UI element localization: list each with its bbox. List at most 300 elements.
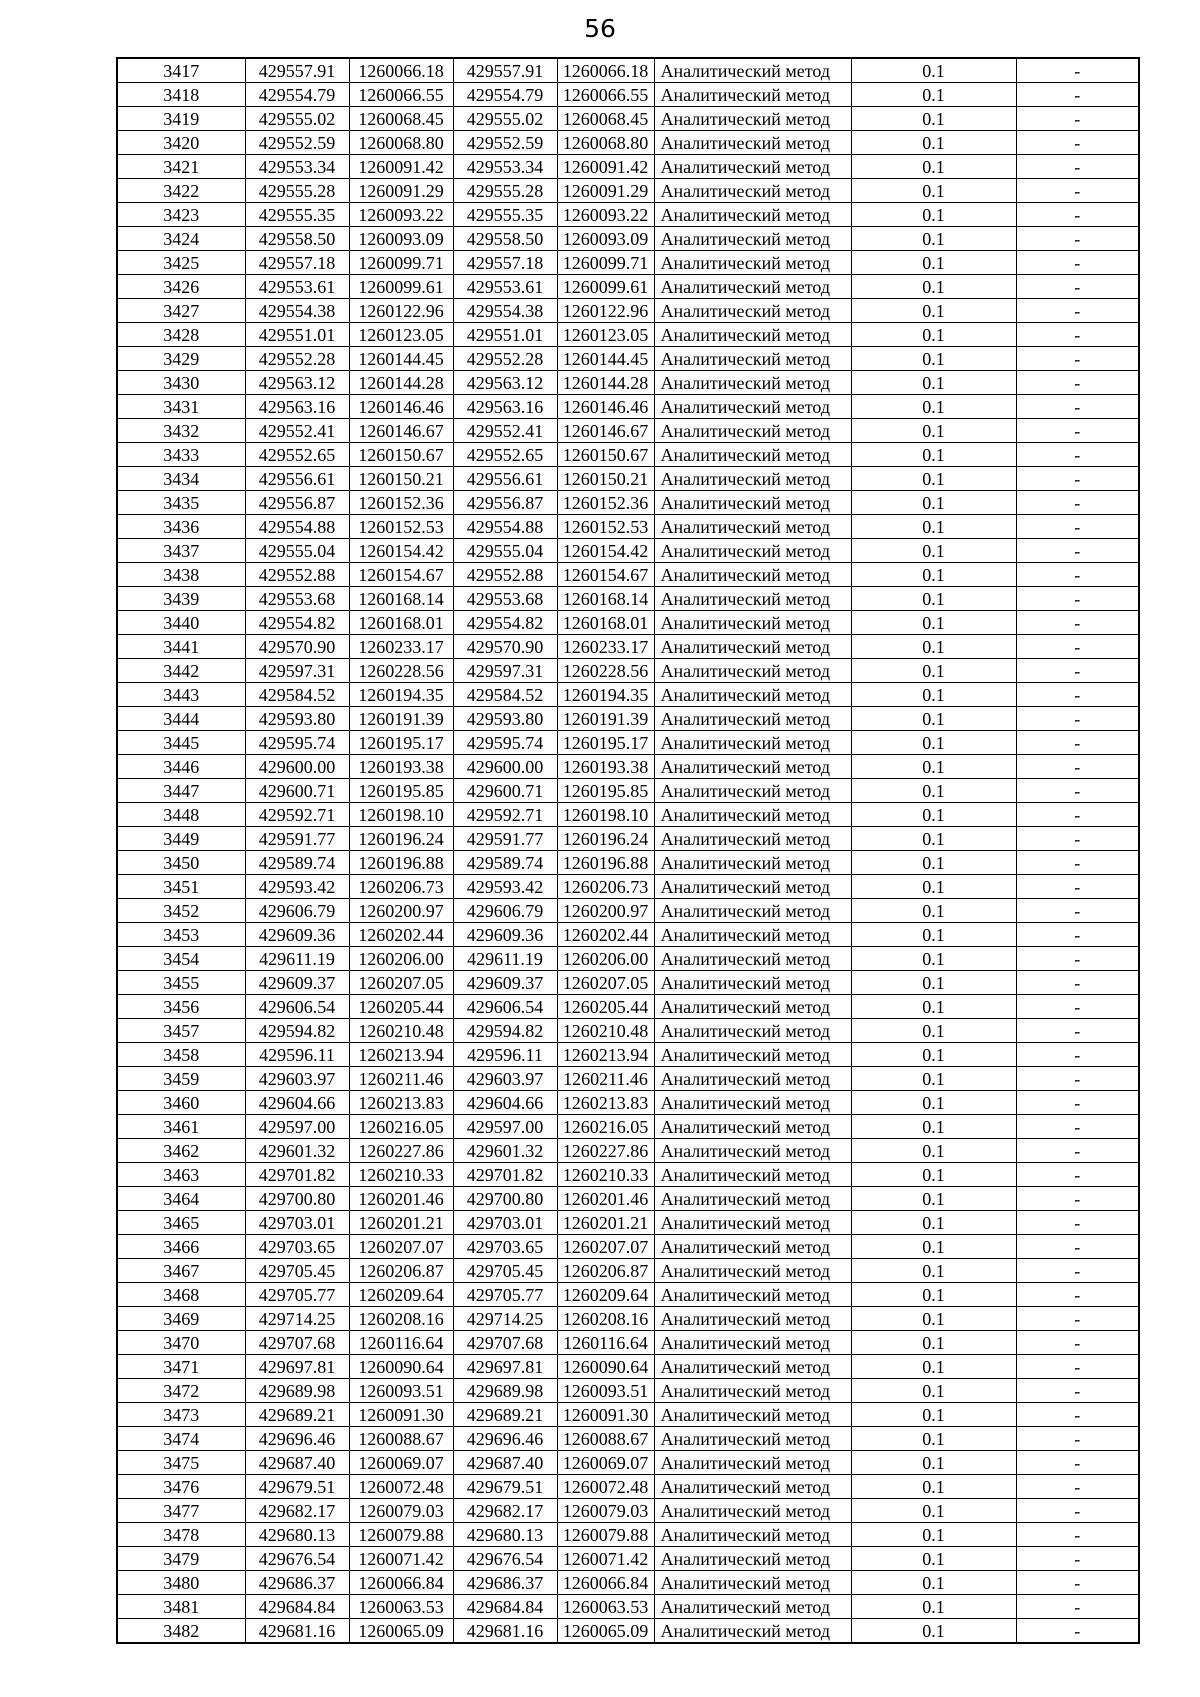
note-cell: - <box>1016 179 1139 203</box>
accuracy-cell: 0.1 <box>851 58 1016 83</box>
table-row <box>117 779 1139 803</box>
y-coordinate-copy-cell: 1260072.48 <box>557 1475 654 1499</box>
method-cell: Аналитический метод <box>654 803 851 827</box>
y-coordinate-copy-cell: 1260066.84 <box>557 1571 654 1595</box>
accuracy-cell: 0.1 <box>851 563 1016 587</box>
x-coordinate-copy-cell: 429707.68 <box>453 1331 557 1355</box>
method-cell: Аналитический метод <box>654 323 851 347</box>
x-coordinate-copy-cell: 429593.42 <box>453 875 557 899</box>
y-coordinate-copy-cell: 1260146.46 <box>557 395 654 419</box>
note-cell: - <box>1016 371 1139 395</box>
table-row <box>117 515 1139 539</box>
method-cell: Аналитический метод <box>654 1427 851 1451</box>
x-coordinate-cell: 429696.46 <box>245 1427 349 1451</box>
x-coordinate-copy-cell: 429703.01 <box>453 1211 557 1235</box>
y-coordinate-copy-cell: 1260068.80 <box>557 131 654 155</box>
x-coordinate-copy-cell: 429563.12 <box>453 371 557 395</box>
method-cell: Аналитический метод <box>654 1523 851 1547</box>
accuracy-cell: 0.1 <box>851 1019 1016 1043</box>
method-cell: Аналитический метод <box>654 1139 851 1163</box>
x-coordinate-cell: 429555.35 <box>245 203 349 227</box>
point-number-cell: 3455 <box>117 971 245 995</box>
table-row <box>117 1547 1139 1571</box>
table-row <box>117 1331 1139 1355</box>
table-row <box>117 1523 1139 1547</box>
table-row <box>117 347 1139 371</box>
method-cell: Аналитический метод <box>654 1019 851 1043</box>
y-coordinate-copy-cell: 1260206.87 <box>557 1259 654 1283</box>
point-number-cell: 3428 <box>117 323 245 347</box>
x-coordinate-copy-cell: 429554.82 <box>453 611 557 635</box>
y-coordinate-cell: 1260088.67 <box>349 1427 453 1451</box>
y-coordinate-cell: 1260071.42 <box>349 1547 453 1571</box>
y-coordinate-copy-cell: 1260091.42 <box>557 155 654 179</box>
x-coordinate-cell: 429552.41 <box>245 419 349 443</box>
x-coordinate-cell: 429703.65 <box>245 1235 349 1259</box>
x-coordinate-cell: 429606.54 <box>245 995 349 1019</box>
point-number-cell: 3453 <box>117 923 245 947</box>
y-coordinate-cell: 1260210.48 <box>349 1019 453 1043</box>
y-coordinate-copy-cell: 1260122.96 <box>557 299 654 323</box>
y-coordinate-copy-cell: 1260150.21 <box>557 467 654 491</box>
y-coordinate-cell: 1260206.73 <box>349 875 453 899</box>
accuracy-cell: 0.1 <box>851 371 1016 395</box>
table-row <box>117 1307 1139 1331</box>
method-cell: Аналитический метод <box>654 1187 851 1211</box>
table-row <box>117 971 1139 995</box>
method-cell: Аналитический метод <box>654 299 851 323</box>
x-coordinate-cell: 429606.79 <box>245 899 349 923</box>
y-coordinate-copy-cell: 1260227.86 <box>557 1139 654 1163</box>
accuracy-cell: 0.1 <box>851 347 1016 371</box>
y-coordinate-copy-cell: 1260207.07 <box>557 1235 654 1259</box>
x-coordinate-cell: 429593.42 <box>245 875 349 899</box>
y-coordinate-cell: 1260091.42 <box>349 155 453 179</box>
method-cell: Аналитический метод <box>654 587 851 611</box>
y-coordinate-copy-cell: 1260123.05 <box>557 323 654 347</box>
x-coordinate-copy-cell: 429584.52 <box>453 683 557 707</box>
x-coordinate-cell: 429603.97 <box>245 1067 349 1091</box>
point-number-cell: 3456 <box>117 995 245 1019</box>
note-cell: - <box>1016 515 1139 539</box>
x-coordinate-cell: 429551.01 <box>245 323 349 347</box>
point-number-cell: 3464 <box>117 1187 245 1211</box>
y-coordinate-cell: 1260099.71 <box>349 251 453 275</box>
y-coordinate-copy-cell: 1260216.05 <box>557 1115 654 1139</box>
note-cell: - <box>1016 275 1139 299</box>
method-cell: Аналитический метод <box>654 1259 851 1283</box>
method-cell: Аналитический метод <box>654 1499 851 1523</box>
x-coordinate-copy-cell: 429557.91 <box>453 58 557 83</box>
point-number-cell: 3437 <box>117 539 245 563</box>
y-coordinate-copy-cell: 1260099.61 <box>557 275 654 299</box>
accuracy-cell: 0.1 <box>851 923 1016 947</box>
point-number-cell: 3475 <box>117 1451 245 1475</box>
x-coordinate-copy-cell: 429558.50 <box>453 227 557 251</box>
point-number-cell: 3459 <box>117 1067 245 1091</box>
note-cell: - <box>1016 731 1139 755</box>
x-coordinate-copy-cell: 429603.97 <box>453 1067 557 1091</box>
table-row <box>117 1619 1139 1644</box>
table-row <box>117 1115 1139 1139</box>
table-row <box>117 1043 1139 1067</box>
point-number-cell: 3441 <box>117 635 245 659</box>
method-cell: Аналитический метод <box>654 491 851 515</box>
method-cell: Аналитический метод <box>654 395 851 419</box>
table-row <box>117 587 1139 611</box>
x-coordinate-copy-cell: 429681.16 <box>453 1619 557 1644</box>
accuracy-cell: 0.1 <box>851 1067 1016 1091</box>
y-coordinate-copy-cell: 1260093.09 <box>557 227 654 251</box>
method-cell: Аналитический метод <box>654 275 851 299</box>
method-cell: Аналитический метод <box>654 1067 851 1091</box>
accuracy-cell: 0.1 <box>851 1211 1016 1235</box>
x-coordinate-cell: 429592.71 <box>245 803 349 827</box>
y-coordinate-copy-cell: 1260099.71 <box>557 251 654 275</box>
method-cell: Аналитический метод <box>654 707 851 731</box>
y-coordinate-cell: 1260201.21 <box>349 1211 453 1235</box>
note-cell: - <box>1016 1523 1139 1547</box>
y-coordinate-copy-cell: 1260206.73 <box>557 875 654 899</box>
method-cell: Аналитический метод <box>654 947 851 971</box>
method-cell: Аналитический метод <box>654 659 851 683</box>
point-number-cell: 3481 <box>117 1595 245 1619</box>
y-coordinate-cell: 1260196.88 <box>349 851 453 875</box>
y-coordinate-cell: 1260205.44 <box>349 995 453 1019</box>
note-cell: - <box>1016 107 1139 131</box>
point-number-cell: 3467 <box>117 1259 245 1283</box>
table-row <box>117 1451 1139 1475</box>
note-cell: - <box>1016 1043 1139 1067</box>
x-coordinate-cell: 429714.25 <box>245 1307 349 1331</box>
y-coordinate-cell: 1260069.07 <box>349 1451 453 1475</box>
x-coordinate-cell: 429563.12 <box>245 371 349 395</box>
accuracy-cell: 0.1 <box>851 227 1016 251</box>
y-coordinate-cell: 1260206.87 <box>349 1259 453 1283</box>
table-row <box>117 323 1139 347</box>
table-row <box>117 995 1139 1019</box>
method-cell: Аналитический метод <box>654 83 851 107</box>
y-coordinate-copy-cell: 1260196.88 <box>557 851 654 875</box>
method-cell: Аналитический метод <box>654 251 851 275</box>
note-cell: - <box>1016 1283 1139 1307</box>
x-coordinate-cell: 429556.61 <box>245 467 349 491</box>
x-coordinate-cell: 429557.18 <box>245 251 349 275</box>
point-number-cell: 3446 <box>117 755 245 779</box>
method-cell: Аналитический метод <box>654 851 851 875</box>
x-coordinate-copy-cell: 429554.38 <box>453 299 557 323</box>
x-coordinate-copy-cell: 429552.28 <box>453 347 557 371</box>
note-cell: - <box>1016 1499 1139 1523</box>
x-coordinate-copy-cell: 429552.59 <box>453 131 557 155</box>
table-row <box>117 707 1139 731</box>
point-number-cell: 3443 <box>117 683 245 707</box>
accuracy-cell: 0.1 <box>851 467 1016 491</box>
table-row <box>117 371 1139 395</box>
point-number-cell: 3463 <box>117 1163 245 1187</box>
table-row <box>117 1187 1139 1211</box>
y-coordinate-cell: 1260065.09 <box>349 1619 453 1644</box>
note-cell: - <box>1016 659 1139 683</box>
method-cell: Аналитический метод <box>654 58 851 83</box>
x-coordinate-copy-cell: 429703.65 <box>453 1235 557 1259</box>
x-coordinate-copy-cell: 429609.37 <box>453 971 557 995</box>
x-coordinate-copy-cell: 429556.61 <box>453 467 557 491</box>
x-coordinate-cell: 429705.77 <box>245 1283 349 1307</box>
table-row <box>117 179 1139 203</box>
method-cell: Аналитический метод <box>654 1163 851 1187</box>
method-cell: Аналитический метод <box>654 899 851 923</box>
y-coordinate-cell: 1260144.28 <box>349 371 453 395</box>
note-cell: - <box>1016 491 1139 515</box>
point-number-cell: 3465 <box>117 1211 245 1235</box>
x-coordinate-copy-cell: 429554.79 <box>453 83 557 107</box>
y-coordinate-copy-cell: 1260198.10 <box>557 803 654 827</box>
accuracy-cell: 0.1 <box>851 1427 1016 1451</box>
accuracy-cell: 0.1 <box>851 443 1016 467</box>
accuracy-cell: 0.1 <box>851 827 1016 851</box>
point-number-cell: 3458 <box>117 1043 245 1067</box>
point-number-cell: 3423 <box>117 203 245 227</box>
note-cell: - <box>1016 971 1139 995</box>
table-row <box>117 395 1139 419</box>
accuracy-cell: 0.1 <box>851 947 1016 971</box>
table-row <box>117 155 1139 179</box>
x-coordinate-copy-cell: 429555.35 <box>453 203 557 227</box>
y-coordinate-copy-cell: 1260207.05 <box>557 971 654 995</box>
table-row <box>117 1283 1139 1307</box>
table-row <box>117 1067 1139 1091</box>
note-cell: - <box>1016 1187 1139 1211</box>
point-number-cell: 3434 <box>117 467 245 491</box>
x-coordinate-copy-cell: 429705.77 <box>453 1283 557 1307</box>
method-cell: Аналитический метод <box>654 1595 851 1619</box>
x-coordinate-cell: 429554.79 <box>245 83 349 107</box>
method-cell: Аналитический метод <box>654 1091 851 1115</box>
accuracy-cell: 0.1 <box>851 875 1016 899</box>
y-coordinate-cell: 1260150.67 <box>349 443 453 467</box>
point-number-cell: 3448 <box>117 803 245 827</box>
y-coordinate-copy-cell: 1260088.67 <box>557 1427 654 1451</box>
point-number-cell: 3450 <box>117 851 245 875</box>
note-cell: - <box>1016 227 1139 251</box>
method-cell: Аналитический метод <box>654 1283 851 1307</box>
y-coordinate-copy-cell: 1260208.16 <box>557 1307 654 1331</box>
x-coordinate-copy-cell: 429611.19 <box>453 947 557 971</box>
point-number-cell: 3474 <box>117 1427 245 1451</box>
point-number-cell: 3461 <box>117 1115 245 1139</box>
table-row <box>117 131 1139 155</box>
point-number-cell: 3427 <box>117 299 245 323</box>
x-coordinate-cell: 429600.00 <box>245 755 349 779</box>
method-cell: Аналитический метод <box>654 971 851 995</box>
y-coordinate-copy-cell: 1260213.83 <box>557 1091 654 1115</box>
table-row <box>117 683 1139 707</box>
point-number-cell: 3444 <box>117 707 245 731</box>
accuracy-cell: 0.1 <box>851 1547 1016 1571</box>
accuracy-cell: 0.1 <box>851 1355 1016 1379</box>
x-coordinate-cell: 429584.52 <box>245 683 349 707</box>
x-coordinate-cell: 429563.16 <box>245 395 349 419</box>
y-coordinate-cell: 1260072.48 <box>349 1475 453 1499</box>
y-coordinate-copy-cell: 1260144.28 <box>557 371 654 395</box>
accuracy-cell: 0.1 <box>851 1619 1016 1644</box>
note-cell: - <box>1016 851 1139 875</box>
method-cell: Аналитический метод <box>654 131 851 155</box>
y-coordinate-cell: 1260201.46 <box>349 1187 453 1211</box>
x-coordinate-copy-cell: 429597.31 <box>453 659 557 683</box>
x-coordinate-copy-cell: 429697.81 <box>453 1355 557 1379</box>
x-coordinate-copy-cell: 429701.82 <box>453 1163 557 1187</box>
method-cell: Аналитический метод <box>654 779 851 803</box>
x-coordinate-copy-cell: 429557.18 <box>453 251 557 275</box>
x-coordinate-cell: 429589.74 <box>245 851 349 875</box>
x-coordinate-cell: 429595.74 <box>245 731 349 755</box>
x-coordinate-cell: 429604.66 <box>245 1091 349 1115</box>
method-cell: Аналитический метод <box>654 1307 851 1331</box>
y-coordinate-copy-cell: 1260150.67 <box>557 443 654 467</box>
y-coordinate-cell: 1260228.56 <box>349 659 453 683</box>
y-coordinate-copy-cell: 1260152.36 <box>557 491 654 515</box>
note-cell: - <box>1016 1595 1139 1619</box>
x-coordinate-cell: 429555.04 <box>245 539 349 563</box>
x-coordinate-copy-cell: 429593.80 <box>453 707 557 731</box>
x-coordinate-cell: 429609.37 <box>245 971 349 995</box>
method-cell: Аналитический метод <box>654 923 851 947</box>
table-body <box>117 58 1139 1643</box>
point-number-cell: 3457 <box>117 1019 245 1043</box>
x-coordinate-cell: 429697.81 <box>245 1355 349 1379</box>
x-coordinate-copy-cell: 429679.51 <box>453 1475 557 1499</box>
method-cell: Аналитический метод <box>654 107 851 131</box>
x-coordinate-copy-cell: 429676.54 <box>453 1547 557 1571</box>
point-number-cell: 3466 <box>117 1235 245 1259</box>
x-coordinate-cell: 429684.84 <box>245 1595 349 1619</box>
x-coordinate-copy-cell: 429554.88 <box>453 515 557 539</box>
point-number-cell: 3417 <box>117 58 245 83</box>
point-number-cell: 3460 <box>117 1091 245 1115</box>
y-coordinate-cell: 1260210.33 <box>349 1163 453 1187</box>
accuracy-cell: 0.1 <box>851 203 1016 227</box>
note-cell: - <box>1016 1067 1139 1091</box>
y-coordinate-cell: 1260195.17 <box>349 731 453 755</box>
table-row <box>117 1235 1139 1259</box>
y-coordinate-copy-cell: 1260191.39 <box>557 707 654 731</box>
x-coordinate-cell: 429552.65 <box>245 443 349 467</box>
method-cell: Аналитический метод <box>654 443 851 467</box>
y-coordinate-copy-cell: 1260154.67 <box>557 563 654 587</box>
y-coordinate-copy-cell: 1260195.85 <box>557 779 654 803</box>
x-coordinate-cell: 429553.34 <box>245 155 349 179</box>
y-coordinate-cell: 1260193.38 <box>349 755 453 779</box>
accuracy-cell: 0.1 <box>851 323 1016 347</box>
table-row <box>117 227 1139 251</box>
y-coordinate-copy-cell: 1260196.24 <box>557 827 654 851</box>
note-cell: - <box>1016 827 1139 851</box>
note-cell: - <box>1016 995 1139 1019</box>
x-coordinate-copy-cell: 429591.77 <box>453 827 557 851</box>
table-row <box>117 1427 1139 1451</box>
y-coordinate-cell: 1260211.46 <box>349 1067 453 1091</box>
y-coordinate-cell: 1260066.84 <box>349 1571 453 1595</box>
y-coordinate-cell: 1260090.64 <box>349 1355 453 1379</box>
x-coordinate-copy-cell: 429556.87 <box>453 491 557 515</box>
x-coordinate-copy-cell: 429595.74 <box>453 731 557 755</box>
x-coordinate-copy-cell: 429700.80 <box>453 1187 557 1211</box>
note-cell: - <box>1016 683 1139 707</box>
note-cell: - <box>1016 1547 1139 1571</box>
x-coordinate-cell: 429681.16 <box>245 1619 349 1644</box>
x-coordinate-cell: 429597.31 <box>245 659 349 683</box>
point-number-cell: 3449 <box>117 827 245 851</box>
table-row <box>117 899 1139 923</box>
point-number-cell: 3482 <box>117 1619 245 1644</box>
y-coordinate-cell: 1260209.64 <box>349 1283 453 1307</box>
y-coordinate-cell: 1260200.97 <box>349 899 453 923</box>
accuracy-cell: 0.1 <box>851 995 1016 1019</box>
x-coordinate-copy-cell: 429696.46 <box>453 1427 557 1451</box>
y-coordinate-copy-cell: 1260066.55 <box>557 83 654 107</box>
note-cell: - <box>1016 58 1139 83</box>
x-coordinate-copy-cell: 429597.00 <box>453 1115 557 1139</box>
y-coordinate-cell: 1260093.51 <box>349 1379 453 1403</box>
y-coordinate-copy-cell: 1260065.09 <box>557 1619 654 1644</box>
x-coordinate-copy-cell: 429606.79 <box>453 899 557 923</box>
accuracy-cell: 0.1 <box>851 1379 1016 1403</box>
x-coordinate-copy-cell: 429600.71 <box>453 779 557 803</box>
y-coordinate-copy-cell: 1260200.97 <box>557 899 654 923</box>
method-cell: Аналитический метод <box>654 1235 851 1259</box>
method-cell: Аналитический метод <box>654 347 851 371</box>
y-coordinate-copy-cell: 1260152.53 <box>557 515 654 539</box>
note-cell: - <box>1016 875 1139 899</box>
accuracy-cell: 0.1 <box>851 635 1016 659</box>
x-coordinate-copy-cell: 429594.82 <box>453 1019 557 1043</box>
x-coordinate-cell: 429601.32 <box>245 1139 349 1163</box>
y-coordinate-cell: 1260227.86 <box>349 1139 453 1163</box>
x-coordinate-copy-cell: 429589.74 <box>453 851 557 875</box>
table-row <box>117 635 1139 659</box>
x-coordinate-cell: 429552.88 <box>245 563 349 587</box>
coordinates-table <box>116 57 1140 1644</box>
point-number-cell: 3420 <box>117 131 245 155</box>
y-coordinate-copy-cell: 1260213.94 <box>557 1043 654 1067</box>
y-coordinate-cell: 1260152.53 <box>349 515 453 539</box>
table-row <box>117 1499 1139 1523</box>
y-coordinate-copy-cell: 1260202.44 <box>557 923 654 947</box>
y-coordinate-copy-cell: 1260193.38 <box>557 755 654 779</box>
y-coordinate-copy-cell: 1260233.17 <box>557 635 654 659</box>
x-coordinate-copy-cell: 429686.37 <box>453 1571 557 1595</box>
table-row <box>117 107 1139 131</box>
accuracy-cell: 0.1 <box>851 1139 1016 1163</box>
table-row <box>117 875 1139 899</box>
y-coordinate-cell: 1260152.36 <box>349 491 453 515</box>
x-coordinate-copy-cell: 429596.11 <box>453 1043 557 1067</box>
y-coordinate-cell: 1260206.00 <box>349 947 453 971</box>
point-number-cell: 3439 <box>117 587 245 611</box>
accuracy-cell: 0.1 <box>851 1043 1016 1067</box>
y-coordinate-cell: 1260068.45 <box>349 107 453 131</box>
method-cell: Аналитический метод <box>654 1115 851 1139</box>
point-number-cell: 3419 <box>117 107 245 131</box>
table-row <box>117 923 1139 947</box>
method-cell: Аналитический метод <box>654 1571 851 1595</box>
x-coordinate-copy-cell: 429555.28 <box>453 179 557 203</box>
accuracy-cell: 0.1 <box>851 395 1016 419</box>
y-coordinate-cell: 1260196.24 <box>349 827 453 851</box>
point-number-cell: 3451 <box>117 875 245 899</box>
